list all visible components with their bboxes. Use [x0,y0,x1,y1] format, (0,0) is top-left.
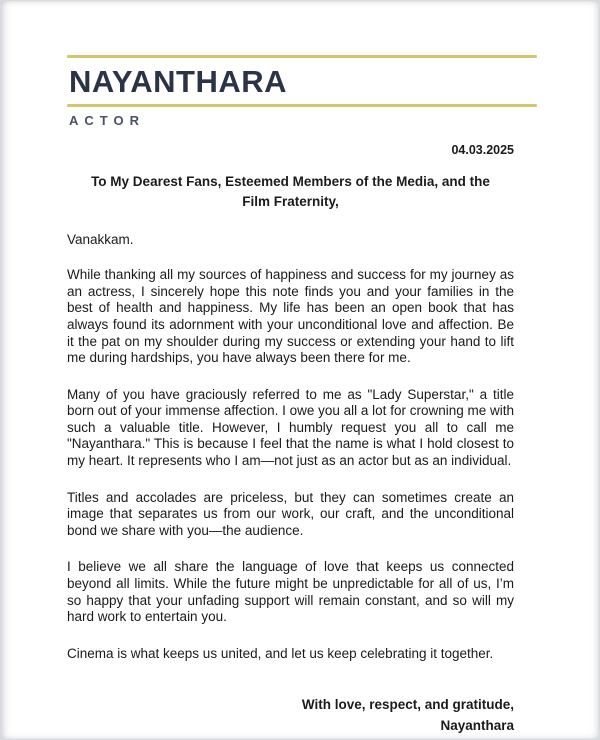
letter-date: 04.03.2025 [451,143,514,157]
letter-paragraph-3: Titles and accolades are priceless, but they can sometimes create an image that separates us from our work, our craft, and the unconditional bond we share with you—the audience. [67,489,514,538]
signature-name: Nayanthara [440,717,514,733]
letter-salutation: To My Dearest Fans, Esteemed Members of the Media, and the Film Fraternity, [91,174,490,209]
letterhead-role: ACTOR [69,113,145,128]
letter-paragraph-1: While thanking all my sources of happiness and success for my journey as an actress, I sincerely hope this note finds you and your families in the best of health and happiness. My life has been an open book that has always found its adornment with your unconditional love and affection. Be it the pat on my shoulder during my success or extending your hand to lift me during hardships, you have always been there for me. [67,267,514,366]
letter-greeting: Vanakkam. [67,232,134,248]
letter-paragraph-4: I believe we all share the language of love that keeps us connected beyond all limits. While the future might be unpredictable for all of us, I’m so happy that your unfading support will remain constant, and so will my hard work to entertain you. [67,559,514,625]
letterhead [67,55,537,128]
letter-paragraph-2: Many of you have graciously referred to me as "Lady Superstar," a title born out of your immense affection. I owe you all a lot for crowning me with such a valuable title. However, I humbly request you all to call me "Nayanthara." This is because I feel that the name is what I hold closest to my heart. It represents who I am—not just as an actor but as an individual. [67,386,514,469]
letterhead-name: NAYANTHARA [69,64,288,99]
letter-paragraph-5: Cinema is what keeps us united, and let us keep celebrating it together. [67,645,494,661]
letter-closing [67,695,514,736]
letter-content [67,143,514,736]
letter-inner [1,1,599,736]
closing-line: With love, respect, and gratitude, [301,697,514,713]
